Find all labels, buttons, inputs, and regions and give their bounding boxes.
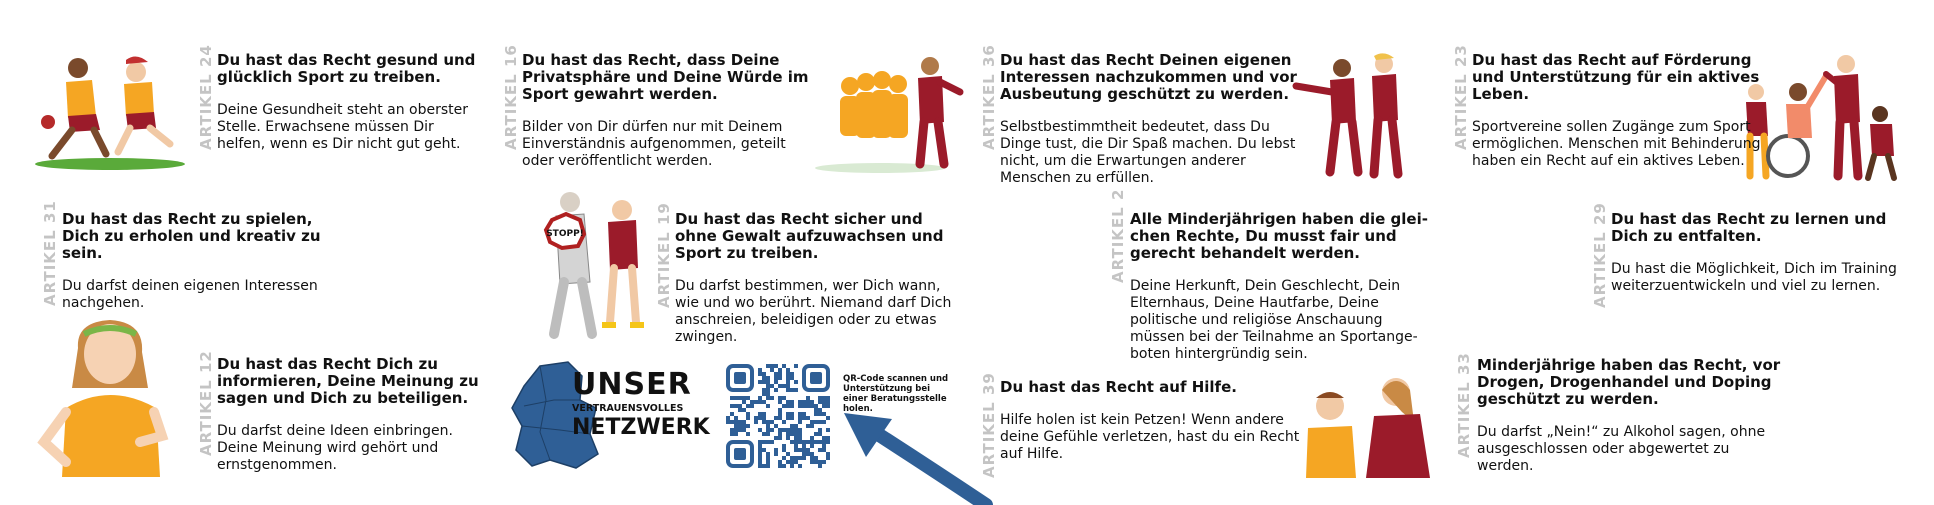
two-players-illustration xyxy=(1292,52,1422,182)
article-title: Du hast das Recht zu spielen, Dich zu erholen und kreativ zu sein. xyxy=(62,210,321,262)
article-title: Du hast das Recht zu lernen und Dich zu entfalten. xyxy=(1611,210,1887,245)
article-number: ARTIKEL 29 xyxy=(1591,202,1609,308)
article-title: Du hast das Recht auf Förderung und Unterstützung für ein aktives Leben. xyxy=(1472,51,1760,103)
stop-sign-text: STOPP! xyxy=(546,229,584,239)
article-23 xyxy=(1472,52,1762,170)
article-text: Deine Herkunft, Dein Geschlecht, Dein Elternhaus, Deine Hautfarbe, Deine politische und religiöse Anschauung müssen bei der Teilnahme an Sportange-boten hintergründig sein. xyxy=(1130,278,1418,362)
qr-caption: QR-Code scannen und Unterstützung bei einer Beratungsstelle holen. xyxy=(843,374,949,414)
article-19 xyxy=(675,211,955,346)
article-title: Du hast das Recht, dass Deine Privatsphäre und Deine Würde im Sport gewahrt werden. xyxy=(522,51,809,103)
article-number: ARTIKEL 12 xyxy=(197,350,215,456)
article-31 xyxy=(62,211,352,312)
article-title: Minderjährige haben das Recht, vor Drogen, Drogenhandel und Doping geschützt zu werden. xyxy=(1477,356,1781,408)
girl-thumbs-up-illustration xyxy=(36,312,186,477)
logo-line-1: UNSER xyxy=(572,367,692,402)
coach-with-team-illustration xyxy=(810,52,960,177)
article-number: ARTIKEL 33 xyxy=(1455,352,1473,458)
article-number: ARTIKEL 31 xyxy=(41,200,59,306)
qr-code[interactable] xyxy=(726,364,830,468)
inclusion-high-five-illustration xyxy=(1738,52,1898,187)
article-text: Deine Gesundheit steht an oberster Stelle. Erwachsene müssen Dir helfen, wenn es Dir nicht gut geht. xyxy=(217,102,469,152)
article-number: ARTIKEL 36 xyxy=(980,44,998,150)
article-text: Du darfst deine Ideen einbringen. Deine Meinung wird gehört und ernstgenommen. xyxy=(217,423,453,473)
article-16 xyxy=(522,52,812,170)
article-text: Du darfst deinen eigenen Interessen nachgehen. xyxy=(62,278,318,311)
network-logo xyxy=(572,367,710,440)
article-number: ARTIKEL 2 xyxy=(1109,188,1127,283)
article-title: Du hast das Recht sicher und ohne Gewalt aufzuwachsen und Sport zu treiben. xyxy=(675,210,944,262)
article-29 xyxy=(1611,211,1901,295)
article-title: Du hast das Recht Deinen eigenen Interessen nachzukommen und vor Ausbeutung geschützt zu werden. xyxy=(1000,51,1297,103)
article-text: Bilder von Dir dürfen nur mit Deinem Einverständnis aufgenommen, geteilt oder veröffentlicht werden. xyxy=(522,119,786,169)
article-12 xyxy=(217,356,482,474)
article-39 xyxy=(1000,379,1300,463)
article-title: Du hast das Recht gesund und glücklich Sport zu treiben. xyxy=(217,51,476,86)
article-2 xyxy=(1130,211,1430,363)
talking-to-adult-illustration xyxy=(1290,372,1440,478)
article-title: Du hast das Recht Dich zu informieren, Deine Meinung zu sagen und Dich zu beteiligen. xyxy=(217,355,479,407)
article-title: Du hast das Recht auf Hilfe. xyxy=(1000,378,1237,396)
article-number: ARTIKEL 39 xyxy=(980,372,998,478)
article-number: ARTIKEL 19 xyxy=(655,202,673,308)
logo-line-2: VERTRAUENSVOLLES xyxy=(572,403,684,414)
stop-sign-illustration xyxy=(532,186,652,341)
article-text: Du darfst bestimmen, wer Dich wann, wie und wo berührt. Niemand darf Dich anschreien, beleidigen oder zu etwas zwingen. xyxy=(675,278,952,345)
article-33 xyxy=(1477,357,1787,475)
running-kids-illustration xyxy=(30,52,190,172)
logo-line-3: NETZWERK xyxy=(572,414,710,440)
article-text: Du hast die Möglichkeit, Dich im Training weiterzuentwickeln und viel zu lernen. xyxy=(1611,261,1897,294)
article-text: Du darfst „Nein!“ zu Alkohol sagen, ohne ausgeschlossen oder abgewertet zu werden. xyxy=(1477,424,1766,474)
article-title: Alle Minderjährigen haben die glei-chen Rechte, Du musst fair und gerecht behandelt werden. xyxy=(1130,210,1428,262)
article-36 xyxy=(1000,52,1300,187)
arrow-icon xyxy=(836,405,1006,505)
article-number: ARTIKEL 23 xyxy=(1452,44,1470,150)
article-text: Hilfe holen ist kein Petzen! Wenn andere deine Gefühle verletzen, hast du ein Recht auf Hilfe. xyxy=(1000,412,1300,462)
article-text: Selbstbestimmtheit bedeutet, dass Du Dinge tust, die Dir Spaß machen. Du lebst nicht, um die Erwartungen anderer Menschen zu erfüllen. xyxy=(1000,119,1296,186)
article-text: Sportvereine sollen Zugänge zum Sport ermöglichen. Menschen mit Behinderung haben ein Recht auf ein aktives Leben. xyxy=(1472,119,1761,169)
article-24 xyxy=(217,52,480,153)
article-number: ARTIKEL 24 xyxy=(197,44,215,150)
article-number: ARTIKEL 16 xyxy=(502,44,520,150)
